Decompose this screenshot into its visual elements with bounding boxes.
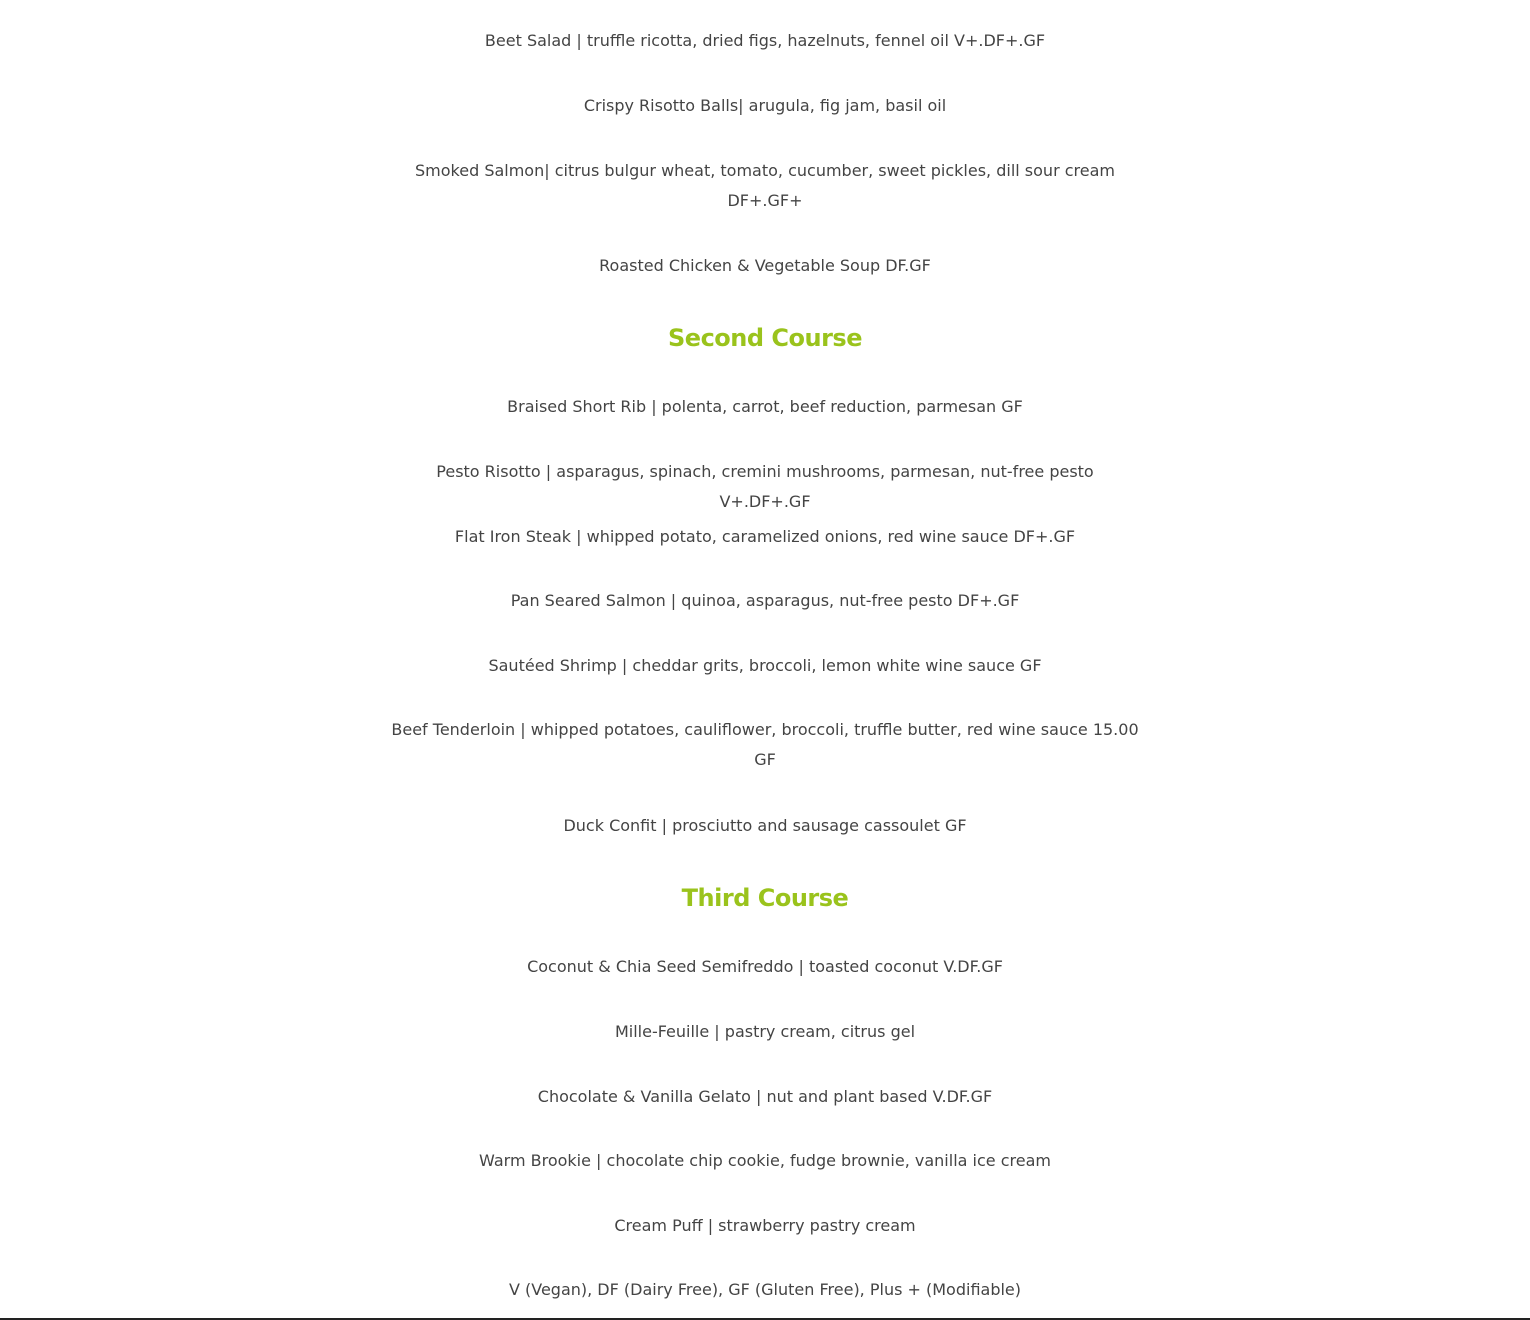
section-title-third-course: Third Course xyxy=(681,884,849,912)
dietary-legend: V (Vegan), DF (Dairy Free), GF (Gluten Free), Plus + (Modifiable) xyxy=(508,1280,1022,1299)
menu-item-duck-confit: Duck Confit | prosciutto and sausage cassoulet GF xyxy=(563,816,967,835)
menu-item-braised-short-rib: Braised Short Rib | polenta, carrot, beef reduction, parmesan GF xyxy=(507,397,1023,416)
menu-item-chicken-soup: Roasted Chicken & Vegetable Soup DF.GF xyxy=(599,256,931,275)
menu-item-cream-puff: Cream Puff | strawberry pastry cream xyxy=(614,1216,916,1235)
menu-item-pan-seared-salmon: Pan Seared Salmon | quinoa, asparagus, nut-free pesto DF+.GF xyxy=(510,591,1020,610)
menu-item-warm-brookie: Warm Brookie | chocolate chip cookie, fudge brownie, vanilla ice cream xyxy=(479,1151,1051,1170)
menu-item-smoked-salmon: Smoked Salmon| citrus bulgur wheat, tomato, cucumber, sweet pickles, dill sour cream DF+.GF+ xyxy=(415,161,1115,210)
menu-item-pesto-risotto: Pesto Risotto | asparagus, spinach, cremini mushrooms, parmesan, nut-free pesto V+.DF+.GF xyxy=(436,462,1094,511)
menu-item-semifreddo: Coconut & Chia Seed Semifreddo | toasted coconut V.DF.GF xyxy=(527,957,1003,976)
menu-item-crispy-risotto-balls: Crispy Risotto Balls| arugula, fig jam, basil oil xyxy=(583,96,947,115)
menu-item-sauteed-shrimp: Sautéed Shrimp | cheddar grits, broccoli, lemon white wine sauce GF xyxy=(488,656,1042,675)
section-title-second-course: Second Course xyxy=(668,324,862,352)
menu-item-flat-iron-steak: Flat Iron Steak | whipped potato, caramelized onions, red wine sauce DF+.GF xyxy=(454,527,1076,546)
menu-item-gelato: Chocolate & Vanilla Gelato | nut and plant based V.DF.GF xyxy=(537,1087,993,1106)
menu-item-beet-salad: Beet Salad | truffle ricotta, dried figs, hazelnuts, fennel oil V+.DF+.GF xyxy=(484,31,1046,50)
menu-item-mille-feuille: Mille-Feuille | pastry cream, citrus gel xyxy=(614,1022,916,1041)
menu-item-beef-tenderloin: Beef Tenderloin | whipped potatoes, cauliflower, broccoli, truffle butter, red wine sauce 15.00 GF xyxy=(391,720,1139,769)
